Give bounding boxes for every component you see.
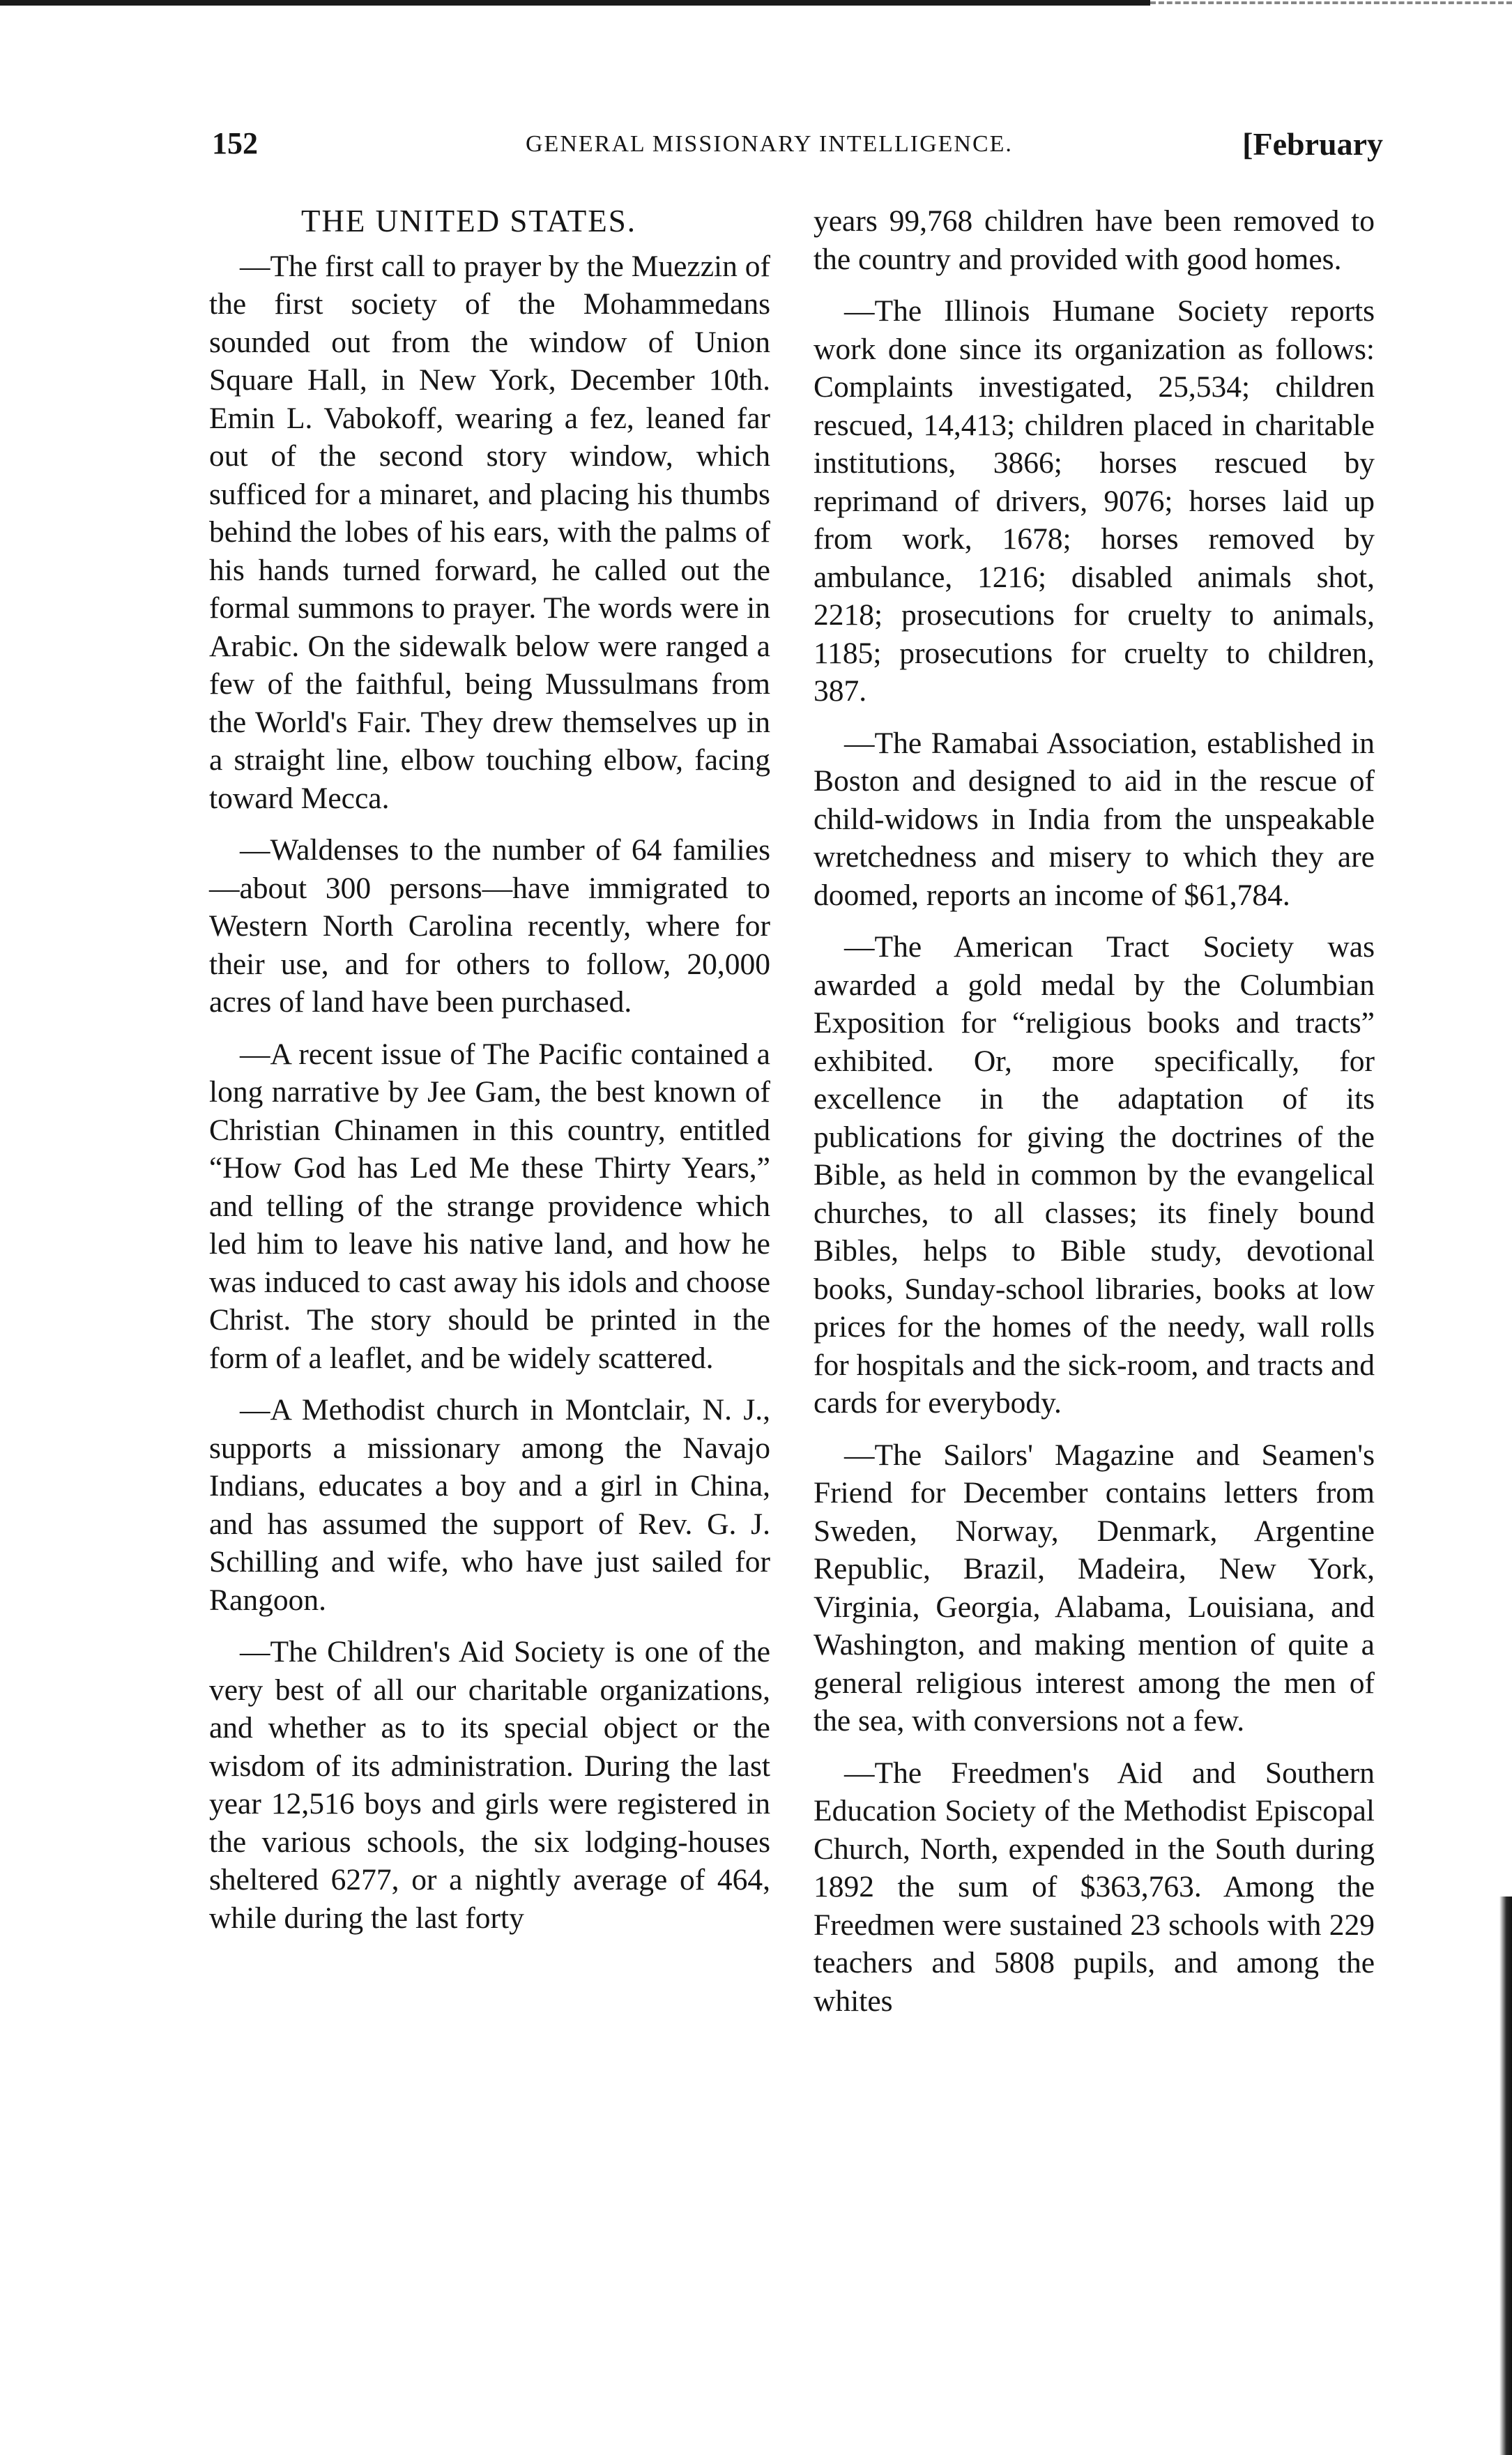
right-column [814, 202, 1375, 2034]
scan-edge-bar [0, 0, 1150, 6]
scan-edge-fade [1150, 1, 1512, 4]
paragraph-ramabai: —The Ramabai Association, established in Boston and designed to aid in the rescue of child-widows in India from the unspeakable wretchedness and misery to which they are doomed, reports an income of $61,784. [814, 726, 1375, 912]
running-month: [February [1242, 126, 1383, 162]
paragraph-childrens-aid: —The Children's Aid Society is one of the very best of all our charitable organizations, and whether as to its special object or the wisdom of its administration. During the last year 12,516 boys and girls were registered in the various schools, the six lodging-houses sheltered 6277, or a nightly average of 464, while during the last forty [209, 1635, 770, 1935]
scan-edge-top [0, 0, 1512, 10]
paragraph-continuation: years 99,768 children have been removed to the country and provided with good homes. [814, 204, 1375, 276]
paragraph-waldenses: —Waldenses to the number of 64 families—about 300 persons—have immigrated to Western North Carolina recently, where for their use, and for others to follow, 20,000 acres of land have been purchased. [209, 833, 770, 1019]
section-title: THE UNITED STATES. [300, 204, 637, 238]
scan-edge-right [1499, 1897, 1512, 2455]
paragraph-muezzin: —The first call to prayer by the Muezzin of the first society of the Mohammedans sounded out from the window of Union Square Hall, in New York, December 10th. Emin L. Vabokoff, wearing a fez, leaned far out of the second story window, which sufficed for a minaret, and placing his thumbs behind the lobes of his ears, with the palms of his hands turned forward, he called out the formal summons to prayer. The words were in Arabic. On the sidewalk below were ranged a few of the faithful, being Mussulmans from the World's Fair. They drew themselves up in a straight line, elbow touching elbow, facing toward Mecca. [209, 249, 770, 815]
paragraph-illinois-humane: —The Illinois Humane Society reports work done since its organization as follows: Complaints investigated, 25,534; children rescued, 14,413; children placed in charitable institutions, 3866; horses rescued by reprimand of drivers, 9076; horses laid up from work, 1678; horses removed by ambulance, 1216; disabled animals shot, 2218; prosecutions for cruelty to animals, 1185; prosecutions for cruelty to children, 387. [814, 294, 1375, 708]
paragraph-freedmens-aid: —The Freedmen's Aid and Southern Education Society of the Methodist Episcopal Church, North, expended in the South during 1892 the sum of $363,763. Among the Freedmen were sustained 23 schools with 229 teachers and 5808 pupils, and among the whites [814, 1756, 1375, 2018]
page-number: 152 [212, 126, 258, 160]
running-head [212, 119, 1383, 174]
paragraph-tract-society: —The American Tract Society was awarded a gold medal by the Columbian Exposition for “religious books and tracts” exhibited. Or, more specifically, for excellence in the adaptation of its publications for giving the doctrines of the Bible, as held in common by the evangelical churches, to all classes; its finely bound Bibles, helps to Bible study, devotional books, Sunday-school libraries, books at low prices for the homes of the needy, wall rolls for hospitals and the sick-room, and tracts and cards for everybody. [814, 930, 1375, 1420]
paragraph-sailors-magazine: —The Sailors' Magazine and Seamen's Friend for December contains letters from Sweden, Norway, Denmark, Argentine Republic, Brazil, Madeira, New York, Virginia, Georgia, Alabama, Louisiana, and Washington, and making mention of quite a general religious interest among the men of the sea, with conversions not a few. [814, 1438, 1375, 1738]
left-column [209, 202, 770, 1951]
running-title: GENERAL MISSIONARY INTELLIGENCE. [526, 131, 1013, 157]
paragraph-pacific: —A recent issue of The Pacific contained a long narrative by Jee Gam, the best known of Christian Chinamen in this country, entitled “How God has Led Me these Thirty Years,” and telling of the strange providence which led him to leave his native land, and how he was induced to cast away his idols and choose Christ. The story should be printed in the form of a leaflet, and be widely scattered. [209, 1037, 770, 1375]
paragraph-montclair: —A Methodist church in Montclair, N. J., supports a missionary among the Navajo Indians, educates a boy and a girl in China, and has assumed the support of Rev. G. J. Schilling and wife, who have just sailed for Rangoon. [209, 1393, 770, 1617]
